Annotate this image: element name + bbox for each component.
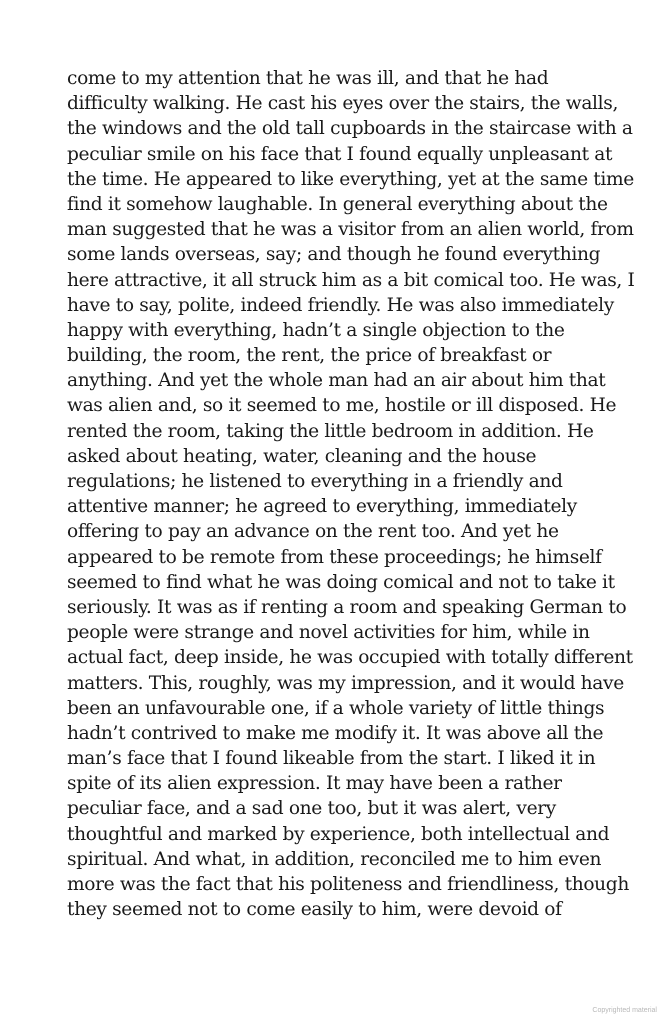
text-line: spiritual. And what, in addition, reconciled me to him even: [67, 848, 602, 870]
text-line: rented the room, taking the little bedroom in addition. He: [67, 420, 594, 442]
body-text: [67, 66, 647, 922]
text-line: seriously. It was as if renting a room and speaking German to: [67, 596, 627, 618]
text-line: come to my attention that he was ill, and that he had: [67, 68, 549, 89]
text-line: seemed to find what he was doing comical and not to take it: [67, 571, 615, 593]
text-line: people were strange and novel activities for him, while in: [67, 622, 590, 644]
text-line: they seemed not to come easily to him, were devoid of: [67, 899, 562, 921]
text-line: matters. This, roughly, was my impression, and it would have: [67, 672, 624, 694]
text-line: appeared to be remote from these proceedings; he himself: [67, 546, 602, 568]
text-line: happy with everything, hadn’t a single objection to the: [67, 319, 565, 341]
text-line: have to say, polite, indeed friendly. He was also immediately: [67, 294, 614, 316]
text-line: here attractive, it all struck him as a bit comical too. He was, I: [67, 269, 635, 291]
text-line: was alien and, so it seemed to me, hostile or ill disposed. He: [67, 395, 617, 417]
text-line: regulations; he listened to everything in a friendly and: [67, 471, 563, 492]
text-line: man’s face that I found likeable from the start. I liked it in: [67, 748, 596, 770]
text-line: been an unfavourable one, if a whole variety of little things: [67, 697, 605, 719]
text-line: more was the fact that his politeness and friendliness, though: [67, 874, 629, 895]
text-line: actual fact, deep inside, he was occupied with totally different: [67, 647, 633, 669]
text-line: the time. He appeared to like everything, yet at the same time: [67, 168, 634, 190]
text-line: some lands overseas, say; and though he found everything: [67, 244, 601, 266]
text-line: anything. And yet the whole man had an air about him that: [67, 370, 606, 392]
text-line: find it somehow laughable. In general everything about the: [67, 193, 608, 215]
text-line: spite of its alien expression. It may have been a rather: [67, 773, 562, 795]
text-line: peculiar face, and a sad one too, but it was alert, very: [67, 798, 556, 820]
text-line: attentive manner; he agreed to everything, immediately: [67, 496, 577, 518]
text-line: man suggested that he was a visitor from an alien world, from: [67, 219, 634, 241]
text-line: thoughtful and marked by experience, both intellectual and: [67, 823, 610, 845]
text-line: offering to pay an advance on the rent too. And yet he: [67, 521, 559, 543]
text-line: peculiar smile on his face that I found equally unpleasant at: [67, 143, 613, 165]
text-line: difficulty walking. He cast his eyes over the stairs, the walls,: [67, 93, 619, 115]
text-line: the windows and the old tall cupboards in the staircase with a: [67, 118, 633, 140]
text-line: building, the room, the rent, the price of breakfast or: [67, 345, 552, 367]
copyright-watermark: Copyrighted material: [592, 1007, 657, 1014]
text-line: hadn’t contrived to make me modify it. It was above all the: [67, 722, 604, 744]
text-line: asked about heating, water, cleaning and the house: [67, 445, 537, 467]
